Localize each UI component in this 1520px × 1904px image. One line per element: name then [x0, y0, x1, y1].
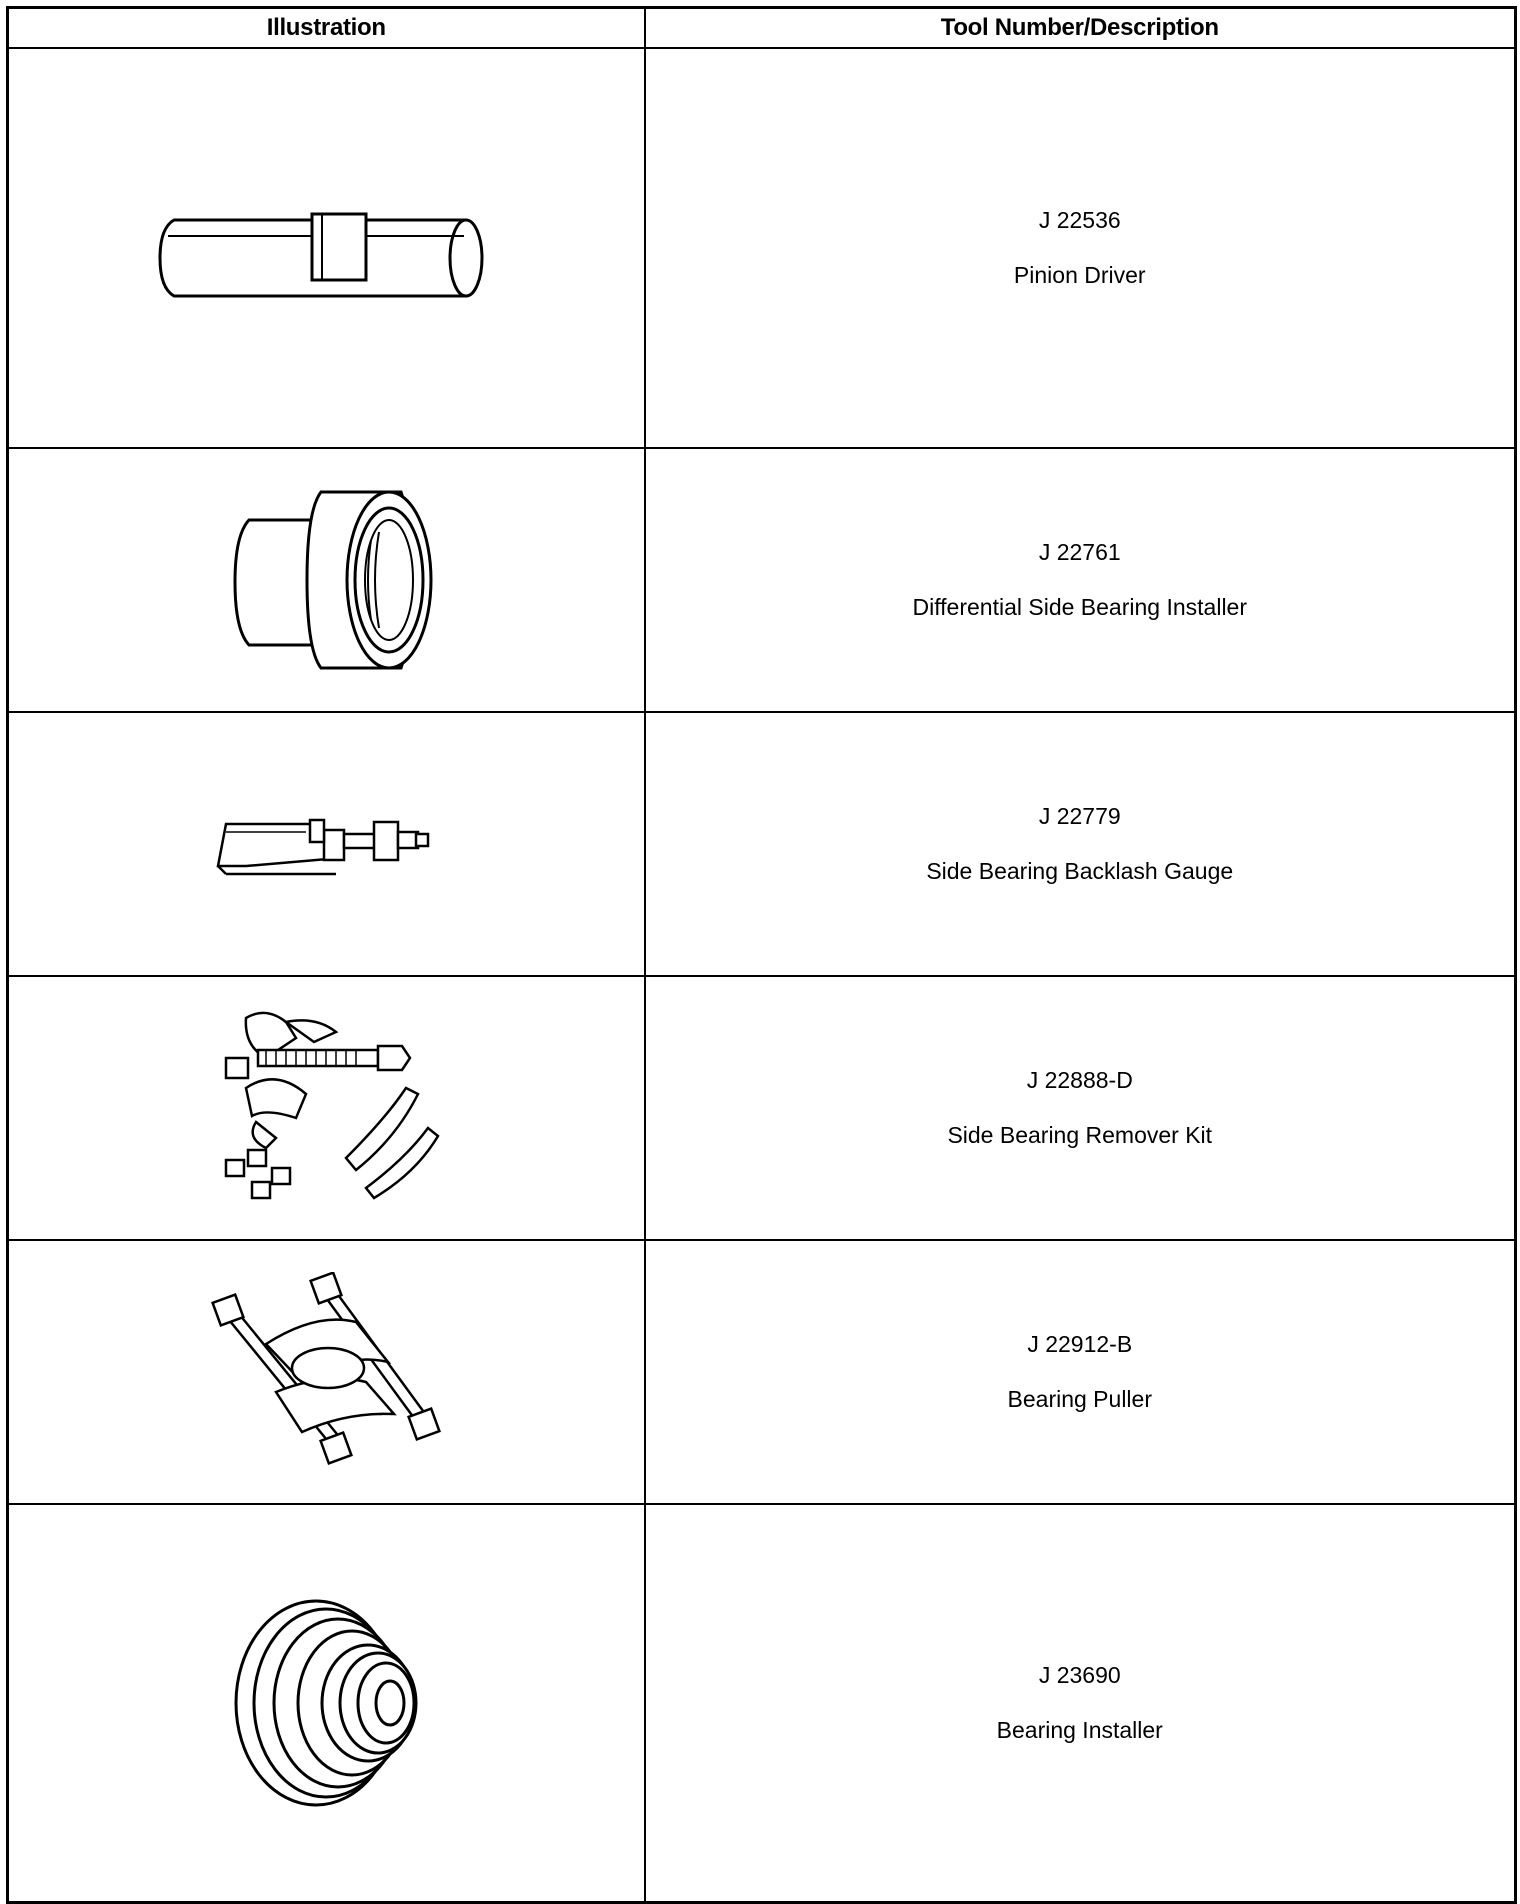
tool-description: Pinion Driver: [1013, 262, 1146, 288]
remover-kit-icon: [206, 998, 446, 1218]
tool-description: Bearing Installer: [996, 1716, 1163, 1743]
illustration-cell: [8, 448, 645, 712]
backlash-gauge-icon: [206, 804, 446, 884]
illustration-cell: [8, 1504, 645, 1902]
tool-number: J 22779: [1038, 803, 1121, 829]
table-row: [8, 976, 1516, 1240]
description-cell: [645, 448, 1516, 712]
table-row: [8, 1240, 1516, 1504]
pinion-driver-icon: [146, 188, 506, 308]
tool-description: Side Bearing Remover Kit: [947, 1122, 1213, 1148]
description-cell: [645, 1240, 1516, 1504]
table-row: [8, 448, 1516, 712]
description-cell: [645, 976, 1516, 1240]
tool-number: J 22761: [1038, 539, 1121, 565]
stepped-installer-icon: [206, 1583, 446, 1823]
illustration-cell: [8, 48, 645, 448]
tool-number: J 22888-D: [1026, 1067, 1133, 1093]
table-row: [8, 48, 1516, 448]
table-row: [8, 1504, 1516, 1902]
description-cell: [645, 1504, 1516, 1902]
description-cell: [645, 48, 1516, 448]
header-row: [8, 8, 1516, 49]
header-tool-description: Tool Number/Description: [645, 8, 1516, 49]
description-cell: [645, 712, 1516, 976]
tool-number: J 22536: [1038, 207, 1121, 233]
tool-description: Bearing Puller: [1007, 1386, 1152, 1412]
illustration-cell: [8, 976, 645, 1240]
bearing-puller-icon: [206, 1272, 446, 1472]
illustration-cell: [8, 712, 645, 976]
tool-number: J 23690: [1038, 1661, 1121, 1688]
tool-description: Differential Side Bearing Installer: [912, 594, 1248, 620]
tool-number: J 22912-B: [1027, 1331, 1133, 1357]
header-illustration: Illustration: [8, 8, 645, 49]
tools-table: [6, 6, 1517, 1904]
illustration-cell: [8, 1240, 645, 1504]
table-row: [8, 712, 1516, 976]
bearing-installer-icon: [191, 480, 461, 680]
tool-description: Side Bearing Backlash Gauge: [926, 858, 1234, 884]
